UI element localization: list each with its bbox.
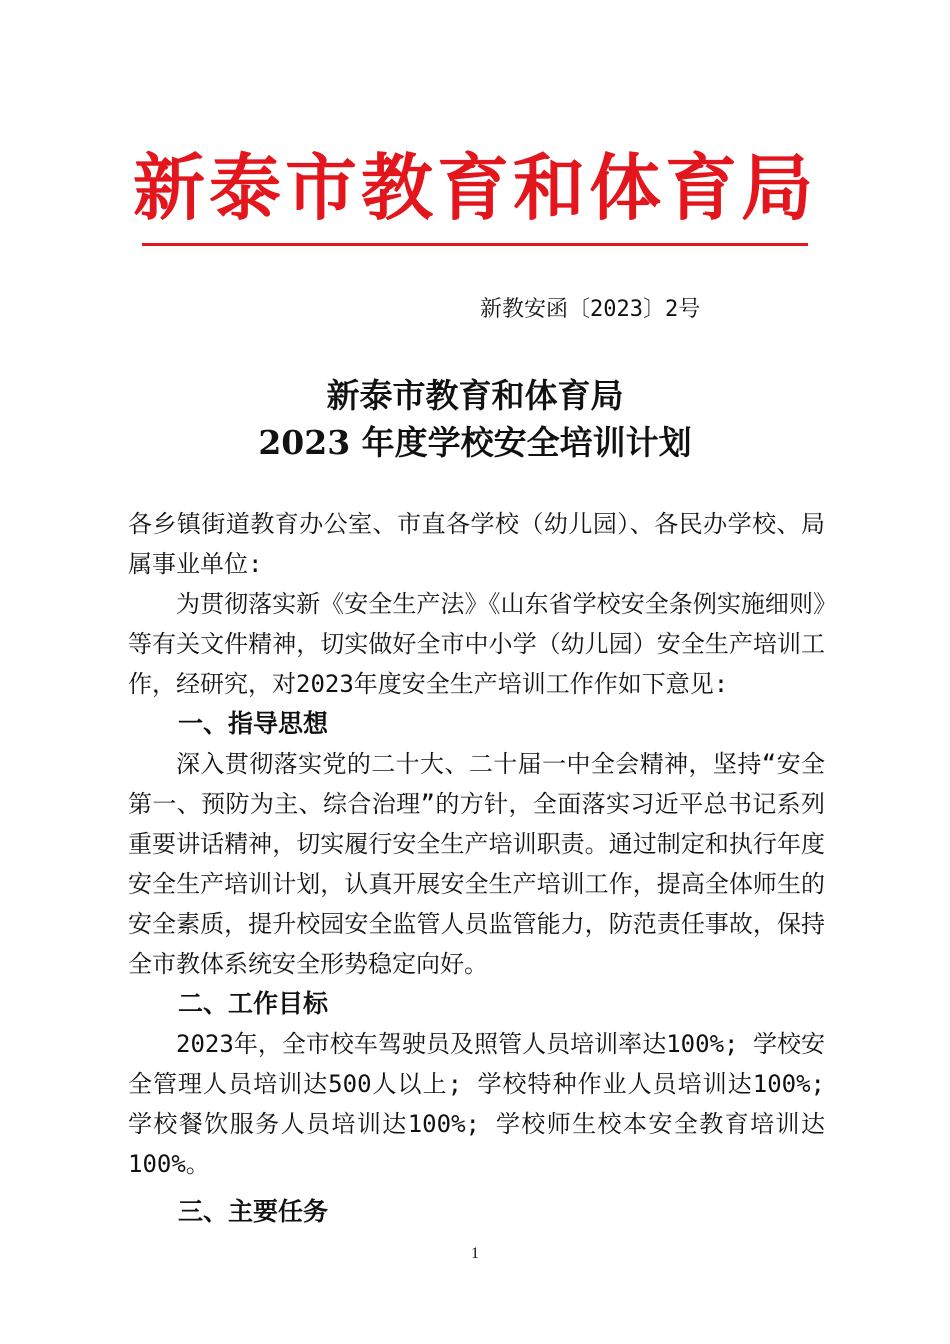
section-2-paragraph: 2023年，全市校车驾驶员及照管人员培训率达100%; 学校安全管理人员培训达500人以上; 学校特种作业人员培训达100%; 学校餐饮服务人员培训达100%; 学校师生校本安全教育培训达100%。 [128,1030,825,1178]
document-number: 新教安函〔2023〕2号 [480,297,701,322]
letterhead-red-rule [142,243,808,246]
section-heading-1: 一、指导思想 [178,709,329,738]
recipients-paragraph: 各乡镇街道教育办公室、市直各学校（幼儿园）、各民办学校、局属事业单位: [128,510,825,578]
section-heading-2: 二、工作目标 [178,989,329,1018]
document-title-line-1: 新泰市教育和体育局 [326,376,624,415]
section-heading-3: 三、主要任务 [178,1197,329,1226]
letterhead-title: 新泰市教育和体育局 [132,145,817,230]
intro-paragraph: 为贯彻落实新《安全生产法》《山东省学校安全条例实施细则》等有关文件精神，切实做好全市中小学（幼儿园）安全生产培训工作，经研究，对2023年度安全生产培训工作作如下意见: [128,590,825,698]
page-number: 1 [471,1245,479,1262]
section-1-paragraph: 深入贯彻落实党的二十大、二十届一中全会精神，坚持“安全第一、预防为主、综合治理”的方针，全面落实习近平总书记系列重要讲话精神，切实履行安全生产培训职责。通过制定和执行年度安全生产培训计划，认真开展安全生产培训工作，提高全体师生的安全素质，提升校园安全监管人员监管能力，防范责任事故，保持全市教体系统安全形势稳定向好。 [128,750,825,978]
document-title-line-2: 2023 年度学校安全培训计划 [258,423,692,462]
document-body [128,504,825,1232]
